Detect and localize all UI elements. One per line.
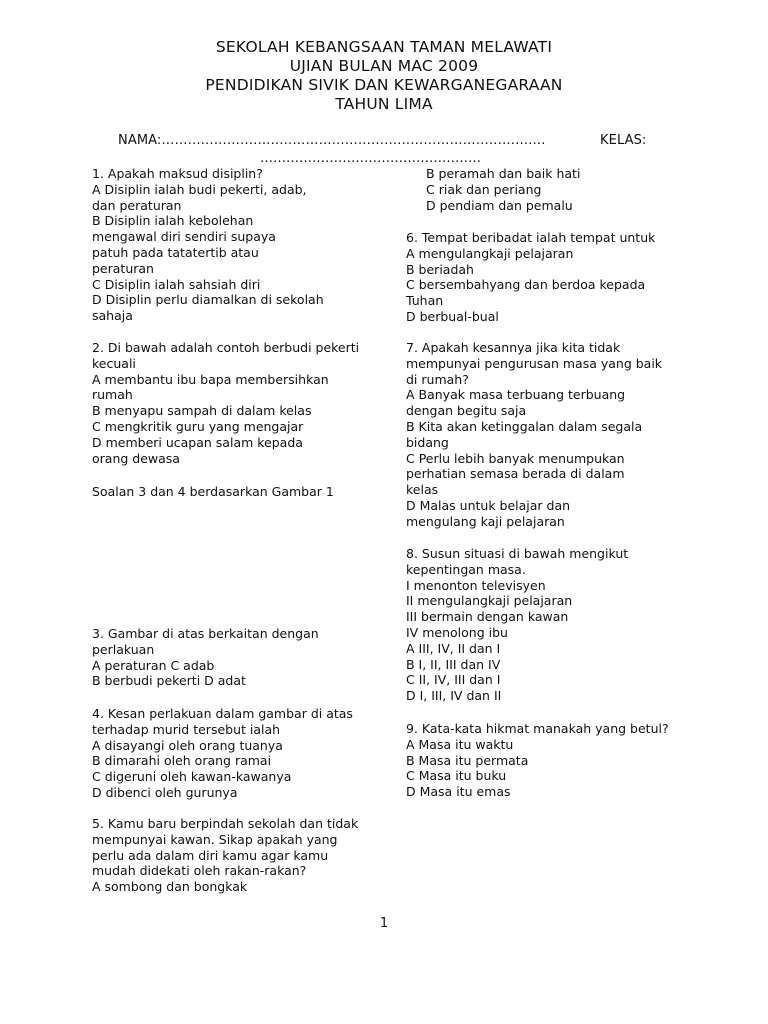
question-line: D berbual-bual	[406, 308, 499, 324]
question-line: A membantu ibu bapa membersihkan	[92, 371, 329, 387]
question-4	[92, 706, 353, 801]
question-line: D pendiam dan pemalu	[426, 197, 573, 213]
school-name: SEKOLAH KEBANGSAAN TAMAN MELAWATI	[215, 38, 553, 56]
question-5-continued	[426, 166, 580, 213]
question-line: D Disiplin perlu diamalkan di sekolah	[92, 292, 324, 308]
question-line: A Banyak masa terbuang terbuang	[406, 387, 626, 403]
question-line: mudah didekati oleh rakan-rakan?	[92, 863, 307, 879]
question-line: B beriadah	[406, 261, 474, 277]
question-line: B I, II, III dan IV	[406, 656, 501, 672]
question-line: rumah	[92, 387, 133, 403]
exam-header	[0, 38, 768, 114]
question-6	[406, 230, 655, 325]
question-line: I menonton televisyen	[406, 577, 546, 593]
question-line: C mengkritik guru yang mengajar	[92, 418, 304, 434]
question-1	[92, 166, 324, 324]
question-line: 1. Apakah maksud disiplin?	[92, 166, 263, 181]
question-line: perlakuan	[92, 641, 155, 657]
question-line: A mengulangkaji pelajaran	[406, 245, 574, 261]
question-5	[92, 816, 358, 895]
question-line: A Masa itu waktu	[406, 736, 514, 752]
question-8	[406, 546, 628, 704]
exam-title: UJIAN BULAN MAC 2009	[289, 57, 479, 75]
question-line: 9. Kata-kata hikmat manakah yang betul?	[406, 721, 669, 736]
question-line: mempunyai pengurusan masa yang baik	[406, 355, 663, 371]
question-line: 6. Tempat beribadat ialah tempat untuk	[406, 230, 656, 245]
question-line: Tuhan	[406, 293, 444, 309]
question-line: sahaja	[92, 308, 133, 324]
question-line: B Kita akan ketinggalan dalam segala	[406, 418, 643, 434]
question-line: perhatian semasa berada di dalam	[406, 466, 625, 482]
question-line: III bermain dengan kawan	[406, 609, 569, 625]
question-line: 7. Apakah kesannya jika kita tidak	[406, 340, 621, 355]
question-line: Soalan 3 dan 4 berdasarkan Gambar 1	[92, 484, 334, 499]
question-line: terhadap murid tersebut ialah	[92, 721, 281, 737]
gambar-note	[92, 484, 334, 500]
question-line: C bersembahyang dan berdoa kepada	[406, 277, 646, 293]
question-line: 5. Kamu baru berpindah sekolah dan tidak	[92, 816, 359, 831]
student-info-line	[118, 133, 658, 148]
question-line: C Disiplin ialah sahsiah diri	[92, 276, 261, 292]
question-line: 3. Gambar di atas berkaitan dengan	[92, 626, 319, 641]
question-line: mengawal diri sendiri supaya	[92, 229, 276, 245]
question-line: B menyapu sampah di dalam kelas	[92, 403, 312, 419]
question-line: D Malas untuk belajar dan	[406, 497, 571, 513]
question-line: II mengulangkaji pelajaran	[406, 593, 573, 609]
question-line: 8. Susun situasi di bawah mengikut	[406, 546, 629, 561]
question-line: kecuali	[92, 355, 136, 371]
question-line: 4. Kesan perlakuan dalam gambar di atas	[92, 706, 353, 721]
question-line: D I, III, IV dan II	[406, 688, 502, 704]
question-line: B Disiplin ialah kebolehan	[92, 213, 254, 229]
question-line: C riak dan periang	[426, 181, 542, 197]
question-line: perlu ada dalam diri kamu agar kamu	[92, 847, 329, 863]
question-line: 2. Di bawah adalah contoh berbudi pekerti	[92, 340, 360, 355]
question-line: D memberi ucapan salam kepada	[92, 434, 303, 450]
question-line: kepentingan masa.	[406, 561, 526, 577]
question-line: B Masa itu permata	[406, 752, 529, 768]
question-line: C digeruni oleh kawan-kawanya	[92, 769, 292, 785]
name-field-label: NAMA:…………………………………………………………………………….	[118, 133, 546, 148]
question-line: B berbudi pekerti D adat	[92, 673, 246, 689]
question-line: kelas	[406, 482, 439, 498]
question-line: A Disiplin ialah budi pekerti, adab,	[92, 181, 307, 197]
question-line: C Perlu lebih banyak menumpukan	[406, 450, 625, 466]
question-line: mengulang kaji pelajaran	[406, 513, 565, 529]
question-line: orang dewasa	[92, 450, 180, 466]
question-line: B peramah dan baik hati	[426, 166, 581, 181]
question-line: B dimarahi oleh orang ramai	[92, 753, 272, 769]
question-line: IV menolong ibu	[406, 624, 508, 640]
question-7	[406, 340, 662, 530]
class-field-dots: ……………………………………………	[260, 151, 481, 166]
question-line: D Masa itu emas	[406, 784, 511, 800]
page-number: 1	[379, 916, 389, 931]
question-line: di rumah?	[406, 371, 469, 387]
question-line: A sombong dan bongkak	[92, 879, 248, 895]
class-field-label: KELAS:	[600, 133, 647, 148]
question-line: C Masa itu buku	[406, 768, 507, 784]
subject-title: PENDIDIKAN SIVIK DAN KEWARGANEGARAAN	[205, 76, 563, 94]
question-line: dengan begitu saja	[406, 403, 527, 419]
question-line: A III, IV, II dan I	[406, 640, 501, 656]
question-line: peraturan	[92, 260, 154, 276]
year-level: TAHUN LIMA	[335, 95, 433, 113]
question-9	[406, 721, 669, 800]
question-line: A disayangi oleh orang tuanya	[92, 737, 283, 753]
question-line: C II, IV, III dan I	[406, 672, 501, 688]
question-line: bidang	[406, 434, 449, 450]
question-line: patuh pada tatatertib atau	[92, 244, 259, 260]
question-line: mempunyai kawan. Sikap apakah yang	[92, 831, 338, 847]
question-line: A peraturan C adab	[92, 657, 215, 673]
question-line: dan peraturan	[92, 197, 182, 213]
question-3	[92, 626, 319, 689]
question-line: D dibenci oleh gurunya	[92, 784, 238, 800]
question-2	[92, 340, 359, 466]
